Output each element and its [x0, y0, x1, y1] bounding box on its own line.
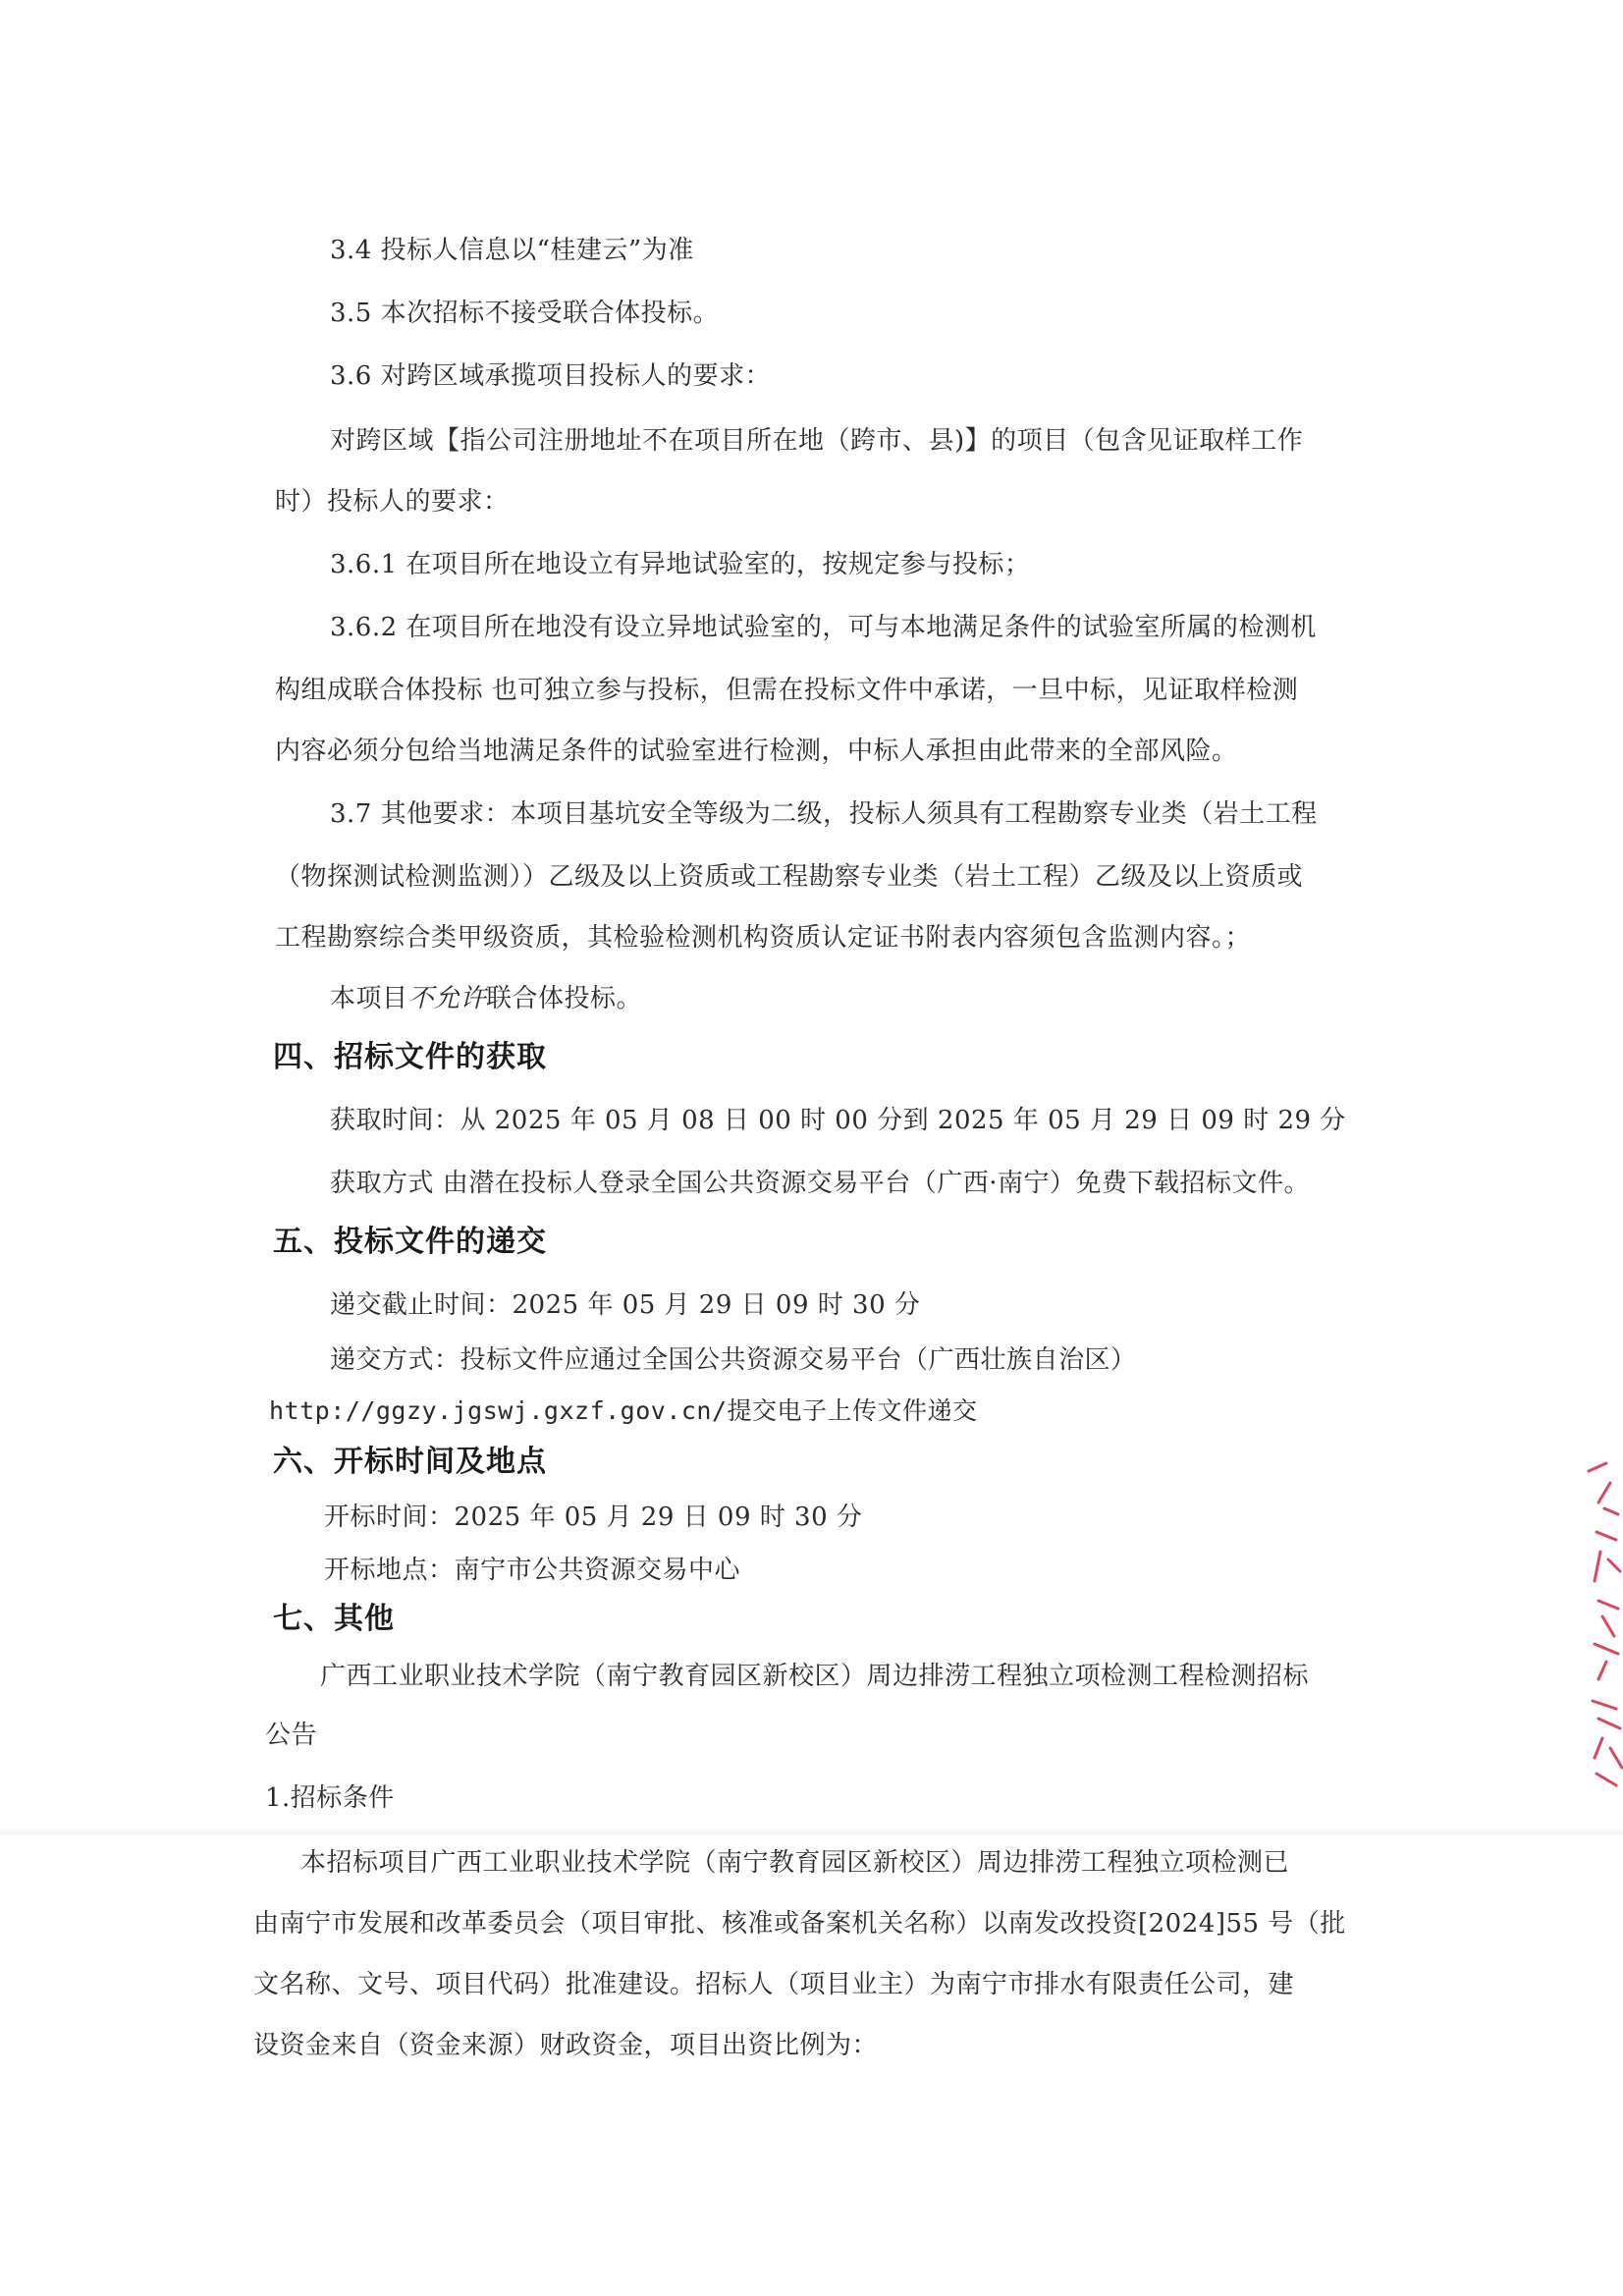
- text-line: 文名称、文号、项目代码）批准建设。招标人（项目业主）为南宁市排水有限责任公司，建: [253, 1970, 1295, 1999]
- partial-seal-stamp: [1559, 1444, 1623, 1797]
- text-line: 3.5 本次招标不接受联合体投标。: [330, 299, 720, 328]
- text-line: 3.6.2 在项目所在地没有设立异地试验室的，可与本地满足条件的试验室所属的检测机: [330, 613, 1317, 642]
- section-heading-5: 五、投标文件的递交: [273, 1225, 547, 1259]
- url-line: http://ggzy.jgswj.gxzf.gov.cn/提交电子上传文件递交: [269, 1396, 978, 1425]
- text-run: 联合体投标。: [486, 984, 643, 1013]
- text-line: 构组成联合体投标 也可独立参与投标，但需在投标文件中承诺，一旦中标，见证取样检测: [275, 676, 1299, 705]
- section-heading-7: 七、其他: [273, 1602, 395, 1636]
- text-line: 获取时间：从 2025 年 05 月 08 日 00 时 00 分到 2025 年 05 月 29 日 09 时 29 分: [330, 1106, 1346, 1135]
- text-line: 1.招标条件: [265, 1783, 395, 1813]
- text-line: 对跨区域【指公司注册地址不在项目所在地（跨市、县)】的项目（包含见证取样工作: [330, 426, 1304, 456]
- text-line: 本招标项目广西工业职业技术学院（南宁教育园区新校区）周边排涝工程独立项检测已: [300, 1848, 1290, 1878]
- text-line: 3.7 其他要求：本项目基坑安全等级为二级，投标人须具有工程勘察专业类（岩土工程: [330, 799, 1318, 829]
- text-line: 时）投标人的要求：: [275, 487, 510, 517]
- text-line: [330, 982, 642, 1015]
- scan-fold-band: [0, 1829, 1623, 1836]
- section-heading-6: 六、开标时间及地点: [273, 1445, 547, 1479]
- text-line: 3.6.1 在项目所在地设立有异地试验室的，按规定参与投标；: [330, 550, 1031, 579]
- text-line: 递交截止时间：2025 年 05 月 29 日 09 时 30 分: [330, 1290, 921, 1320]
- text-line: 开标地点：南宁市公共资源交易中心: [324, 1556, 741, 1585]
- text-line: 内容必须分包给当地满足条件的试验室进行检测，中标人承担由此带来的全部风险。: [275, 737, 1238, 766]
- section-heading-4: 四、招标文件的获取: [273, 1040, 547, 1074]
- text-run: 本项目: [330, 984, 408, 1013]
- text-line: 由南宁市发展和改革委员会（项目审批、核准或备案机关名称）以南发改投资[2024]55 号（批: [253, 1909, 1346, 1939]
- text-line: 开标时间：2025 年 05 月 29 日 09 时 30 分: [324, 1503, 863, 1532]
- text-line: 工程勘察综合类甲级资质，其检验检测机构资质认定证书附表内容须包含监测内容。；: [275, 923, 1252, 953]
- text-run-italic: 不允许: [407, 984, 487, 1013]
- text-line: （物探测试检测监测））乙级及以上资质或工程勘察专业类（岩土工程）乙级及以上资质或: [275, 862, 1304, 892]
- text-line: 递交方式：投标文件应通过全国公共资源交易平台（广西壮族自治区）: [330, 1345, 1137, 1375]
- text-line: 设资金来自（资金来源）财政资金，项目出资比例为：: [253, 2031, 879, 2060]
- text-line: 广西工业职业技术学院（南宁教育园区新校区）周边排涝工程独立项检测工程检测招标: [320, 1662, 1310, 1691]
- text-line: 3.6 对跨区域承揽项目投标人的要求：: [330, 361, 772, 391]
- text-line: 3.4 投标人信息以“桂建云”为准: [330, 236, 694, 265]
- text-line: 获取方式 由潜在投标人登录全国公共资源交易平台（广西·南宁）免费下载招标文件。: [330, 1169, 1311, 1198]
- text-line: 公告: [265, 1721, 318, 1750]
